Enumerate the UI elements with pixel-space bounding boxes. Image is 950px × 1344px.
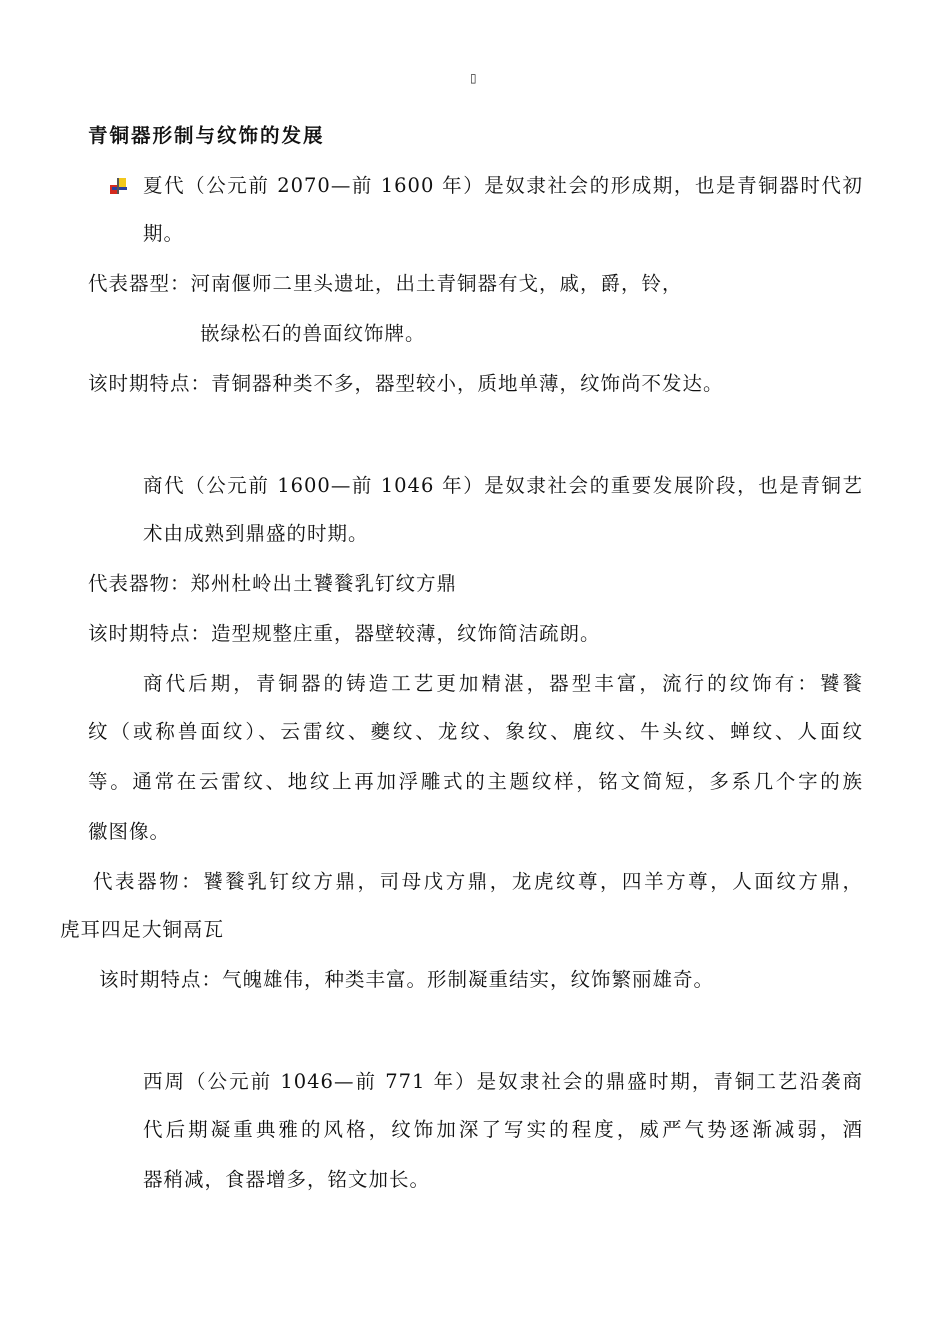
shang-representative: 代表器物：郑州杜岭出土饕餮乳钉纹方鼎 xyxy=(88,572,458,595)
western-zhou-line-1: 西周（公元前 1046—前 771 年）是奴隶社会的鼎盛时期，青铜工艺沿袭商 xyxy=(143,1070,863,1093)
xia-intro-line-2: 期。 xyxy=(143,222,185,245)
shang-intro-line-2: 术由成熟到鼎盛的时期。 xyxy=(143,522,369,545)
bullet-icon xyxy=(109,176,129,196)
xia-features: 该时期特点：青铜器种类不多，器型较小，质地单薄，纹饰尚不发达。 xyxy=(88,372,724,395)
shang-late-line-3: 等。通常在云雷纹、地纹上再加浮雕式的主题纹样，铭文简短，多系几个字的族 xyxy=(88,770,863,793)
header-mark: ▯ xyxy=(470,71,477,85)
shang-late-features: 该时期特点：气魄雄伟，种类丰富。形制凝重结实，纹饰繁丽雄奇。 xyxy=(99,968,715,991)
western-zhou-line-2: 代后期凝重典雅的风格，纹饰加深了写实的程度，威严气势逐渐减弱，酒 xyxy=(143,1118,863,1141)
xia-intro-line-1: 夏代（公元前 2070—前 1600 年）是奴隶社会的形成期，也是青铜器时代初 xyxy=(143,174,863,197)
western-zhou-line-3: 器稍减，食器增多，铭文加长。 xyxy=(143,1168,431,1191)
shang-intro-line-1: 商代（公元前 1600—前 1046 年）是奴隶社会的重要发展阶段，也是青铜艺 xyxy=(143,474,863,497)
document-title: 青铜器形制与纹饰的发展 xyxy=(88,124,325,147)
xia-representative-line-2: 嵌绿松石的兽面纹饰牌。 xyxy=(200,322,426,345)
shang-late-line-2: 纹（或称兽面纹）、云雷纹、夔纹、龙纹、象纹、鹿纹、牛头纹、蝉纹、人面纹 xyxy=(88,720,863,743)
shang-late-line-1: 商代后期，青铜器的铸造工艺更加精湛，器型丰富，流行的纹饰有：饕餮 xyxy=(143,672,863,695)
shang-late-representative-line-2: 虎耳四足大铜鬲瓦 xyxy=(60,918,225,941)
xia-representative-line-1: 代表器型：河南偃师二里头遗址，出土青铜器有戈，戚，爵，铃， xyxy=(88,272,683,295)
shang-features: 该时期特点：造型规整庄重，器壁较薄，纹饰简洁疏朗。 xyxy=(88,622,601,645)
shang-late-representative-line-1: 代表器物：饕餮乳钉纹方鼎，司母戊方鼎，龙虎纹尊，四羊方尊，人面纹方鼎， xyxy=(93,870,863,893)
shang-late-line-4: 徽图像。 xyxy=(88,820,171,843)
